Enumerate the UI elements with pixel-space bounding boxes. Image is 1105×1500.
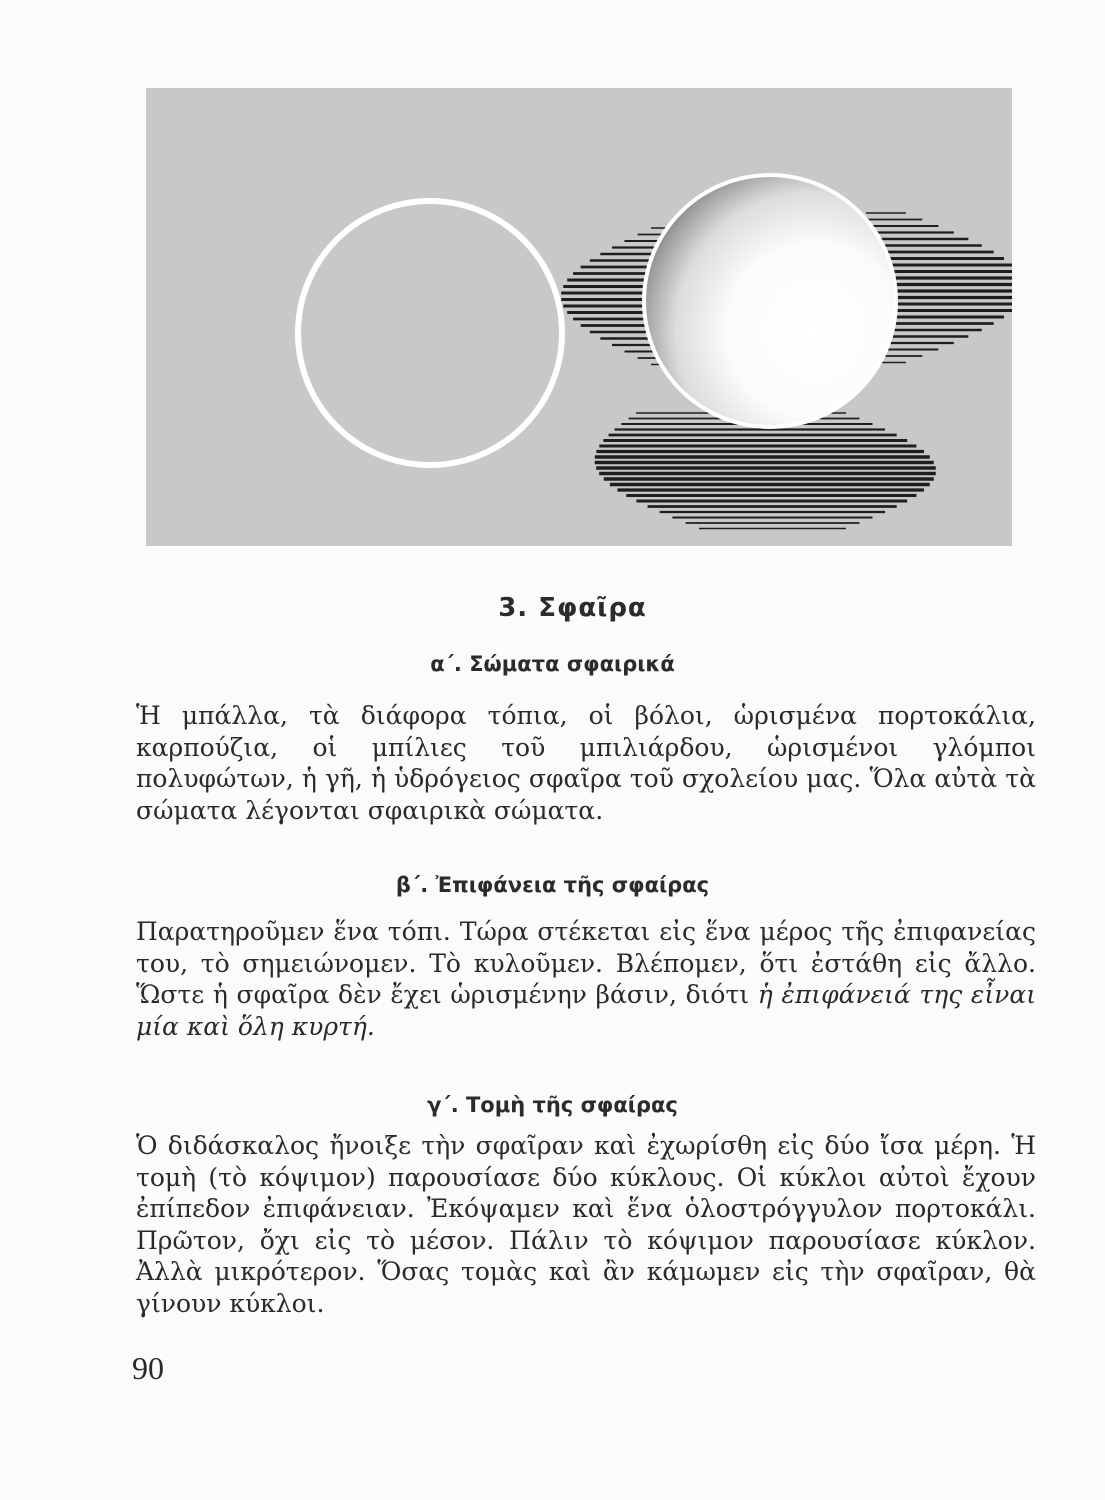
paragraph-cross-section: Ὁ διδάσκαλος ἤνοιξε τὴν σφαῖραν καὶ ἐχωρίσθη εἰς δύο ἴσα μέρη. Ἡ τομὴ (τὸ κόψιμον) παρουσίασε δύο κύκλους. Οἱ κύκλοι αὐτοὶ ἔχουν ἐπίπεδον ἐπιφάνειαν. Ἐκόψαμεν καὶ ἕνα ὁλοστρόγγυλον πορτοκάλι. Πρῶτον, ὄχι εἰς τὸ μέσον. Πάλιν τὸ κόψιμον παρουσίασε κύκλον. Ἀλλὰ μικρότερον. Ὅσας τομὰς καὶ ἂν κάμωμεν εἰς τὴν σφαῖραν, θὰ γίνουν κύκλοι. <box>136 1131 1036 1318</box>
subsection-heading-c: γ΄. Τομὴ τῆς σφαίρας <box>427 1093 678 1117</box>
paragraph-surface <box>136 916 1036 1042</box>
sphere <box>646 177 894 425</box>
sphere-illustration <box>146 88 1012 546</box>
page-number: 90 <box>132 1350 164 1386</box>
paragraph-surface-emphasis: ἡ ἐπιφάνειά της εἶναι μία καὶ ὅλη κυρτή. <box>136 980 1036 1041</box>
subsection-heading-a: α΄. Σώματα σφαιρικά <box>430 652 675 676</box>
subsection-heading-b: β΄. Ἐπιφάνεια τῆς σφαίρας <box>395 873 710 897</box>
paragraph-surface-text: Παρατηροῦμεν ἕνα τόπι. Τώρα στέκεται εἰς ἕνα μέρος τῆς ἐπιφανείας του, τὸ σημειώνομεν. Τὸ κυλοῦμεν. Βλέπομεν, ὅτι ἐστάθη εἰς ἄλλο. Ὥστε ἡ σφαῖρα δὲν ἔχει ὡρισμένην βάσιν, διότι <box>136 917 1036 1010</box>
section-title: 3. Σφαῖρα <box>498 593 647 623</box>
paragraph-spherical-bodies: Ἡ μπάλλα, τὰ διάφορα τόπια, οἱ βόλοι, ὡρισμένα πορτοκάλια, καρπούζια, οἱ μπίλιες τοῦ μπιλιάρδου, ὡρισμένοι γλόμποι πολυφώτων, ἡ γῆ, ἡ ὑδρόγειος σφαῖρα τοῦ σχολείου μας. Ὅλα αὐτὰ τὰ σώματα λέγονται σφαιρικὰ σώματα. <box>136 701 1036 825</box>
